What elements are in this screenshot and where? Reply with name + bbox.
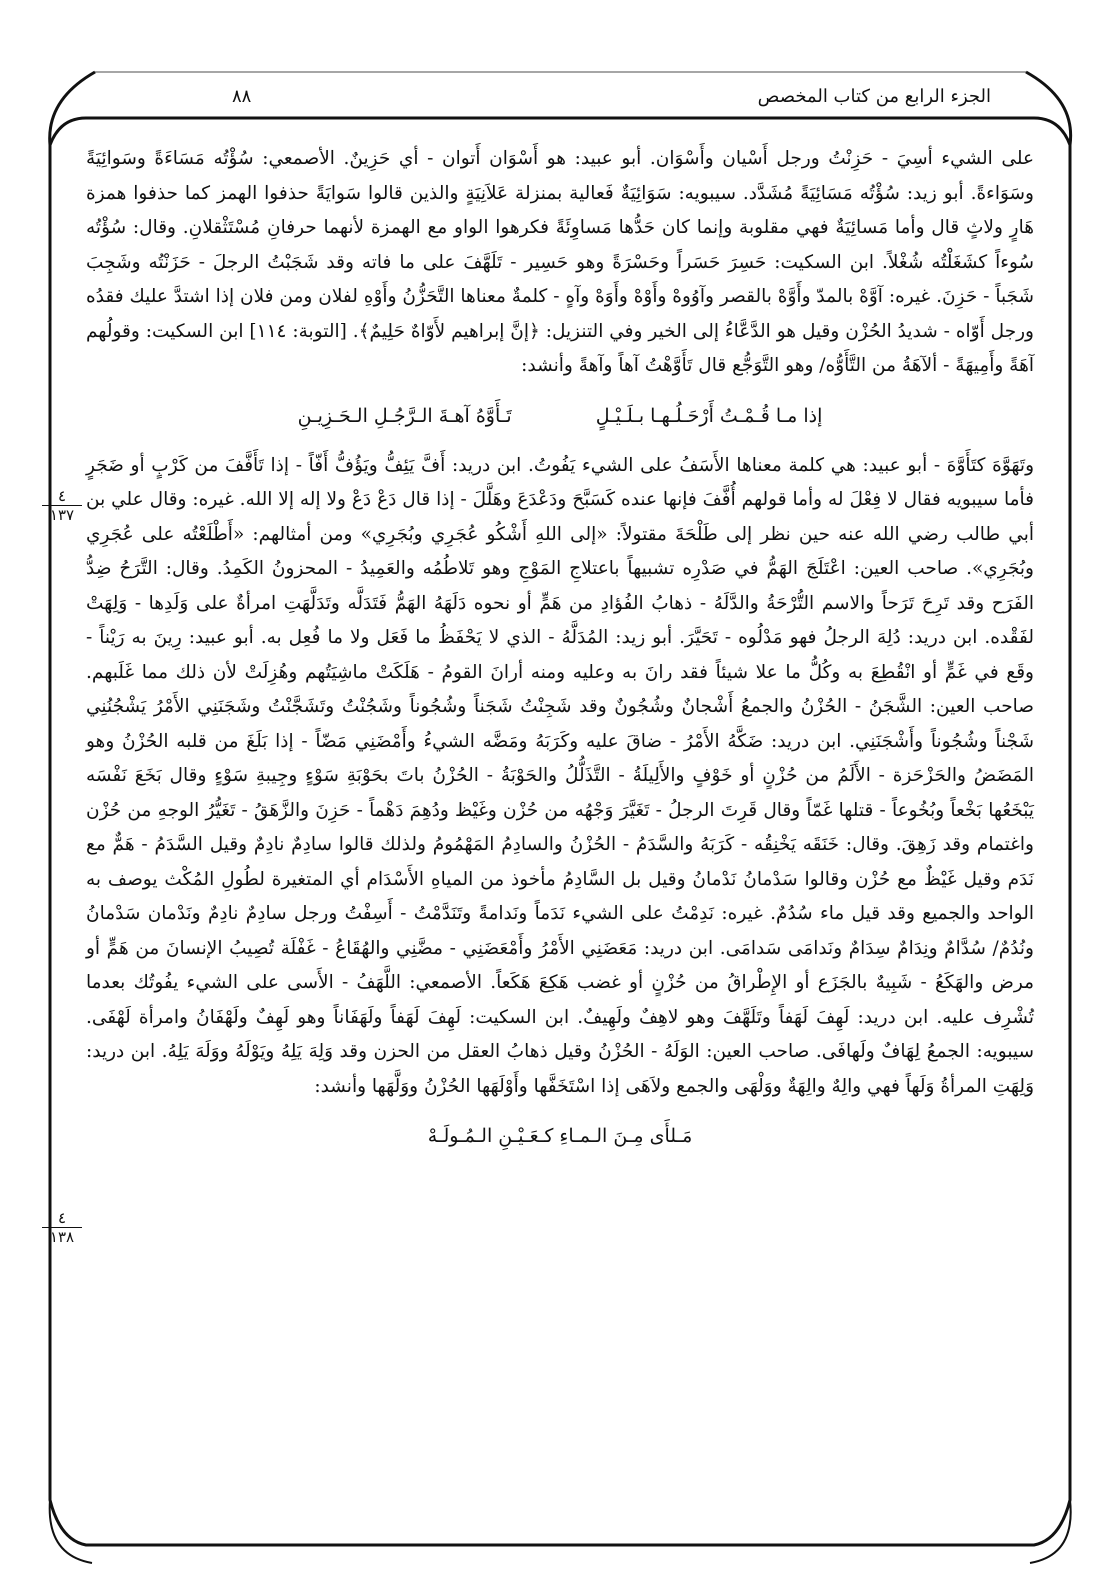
- verse-1-right-hemistich: إذا مـا قُـمْـتُ أَرْحَـلُـهـا بـلَـيْـلٍ: [595, 404, 823, 427]
- margin-marker-numerator: ٤: [42, 1210, 82, 1228]
- page-number: ٨٨: [232, 86, 252, 107]
- margin-marker-numerator: ٤: [42, 488, 82, 506]
- verse-2: مَـلأَى مِـنَ الـمـاءِ كـعَـيْـنِ الـمُـولَـهْ: [427, 1125, 693, 1147]
- running-header-title: الجزء الرابع من كتاب المخصص: [757, 86, 991, 107]
- margin-page-marker: [42, 488, 82, 523]
- margin-marker-denominator: ١٣٧: [49, 506, 75, 524]
- paragraph-2: وتَهَوَّهَ كتَأَوَّهَ - أبو عبيد: هي كلمة معناها الأَسَفُ على الشيء يَفُوتُ. ابن دريد: أَفَّ يَئِفُّ ويَؤُفُّ أَفّاً - إذا تَأَفَّفَ من كَرْبٍ أو ضَجَرٍ فأما سيبويه فقال لا فِعْلَ له وأما قولهم أُفَّفَ فإنها عنده كَسَبَّحَ ودَعْدَعَ وهَلَّلَ - إذا قال دَعْ دَعْ ولا إله إلا الله. غيره: وقال علي بن أبي طالب رضي الله عنه حين نظر إلى طَلْحَةَ مقتولاً: «إلى اللهِ أَشْكُو عُجَرِي وبُجَرِي» ومن أمثالهم: «أَطْلَعْتُه على عُجَرِي وبُجَرِي». صاحب العين: اعْتَلَجَ الهَمُّ في صَدْرِه تشبيهاً باعتلاجِ المَوْجِ وهو تَلاطُمُه والعَمِيدُ - المحزونُ الكَمِدُ. وقال: التَّرَحُ ضِدُّ الفَرَح وقد تَرِحَ تَرَحاً والاسم التُّرْحَةُ والدَّلَهُ - ذهابُ الفُؤادِ من هَمٍّ أو نحوه دَلَهَهُ الهَمُّ فَتَدَلَّه وتَدَلَّهَتِ امرأةٌ على وَلَدِها - وَلِهَتْ لفَقْده. ابن دريد: دُلِهَ الرجلُ فهو مَدْلُوه - تَحَيَّرَ. أبو زيد: المُدَلَّهُ - الذي لا يَحْفَظُ ما فَعَل ولا ما فُعِل به. أبو عبيد: رِينَ به رَيْناً - وقَع في غَمٍّ أو انْقُطِعَ به وكُلُّ ما علا شيئاً فقد رانَ به وعليه ومنه أرانَ القومُ - هَلَكَتْ ماشِيَتُهم وهُزِلَتْ لأن ذلك مما غَلَبهم. صاحب العين: الشَّجَنُ - الحُزْنُ والجمعُ أَشْجانٌ وشُجُونٌ وقد شَجِنْتُ شَجَناً وشُجُوناً وشَجُنْتُ وتَشَجَّنْتُ وشَجَنَنِي الأَمْرُ يَشْجُنُنِي شَجْناً وشُجُوناً وأَشْجَنَنِي. ابن دريد: ضَكَّهُ الأَمْرُ - ضاقَ عليه وكَرَبَهُ ومَضَّه الشيءُ وأَمْضَنِي مَضّاً - إذا بَلَغَ من قلبه الحُزْنُ وهو المَضَضُ والحَزْحَزة - الأَلَمُ من حُزْنٍ أو خَوْفٍ والأَلِيلَةُ - التَّذَلُّلُ والحَوْبَةُ - الحُزْنُ باتَ بحَوْبَةِ سَوْءٍ وجِيبةِ سَوْءٍ وقال بَخَعَ نَفْسَه يَبْخَعُها بَخْعاً وبُخُوعاً - قتلها غَمّاً وقال قَرِتَ الرجلُ - تَغَيَّرَ وَجْهُه من حُزْن وغَيْظ ودُهِمَ دَهْماً - حَزِنَ والزَّهَقُ - تَغَيُّرُ الوجهِ من حُزْن واغتمام وقد زَهِقَ. وقال: خَنَقَه يَخْنِقُه - كَرَبَهُ والسَّدَمُ - الحُزْنُ والسادِمُ المَهْمُومُ ولذلك قالوا سادِمٌ نادِمٌ وقيل السَّدَمُ - هَمٌّ مع نَدَم وقيل غَيْظٌ مع حُزْن وقالوا سَدْمانُ نَدْمانُ وقيل بل السَّادِمُ مأخوذ من المياهِ الأَسْدَام أي المتغيرة لطُولِ المُكْث يوصف به الواحد والجميع وقد قيل ماء سُدُمٌ. غيره: نَدِمْتُ على الشيء نَدَماً ونَدامةً وتَنَدَّمْتُ - أَسِفْتُ ورجل سادِمٌ نادِمٌ ونَدْمان سَدْمانُ ونُدُمٌ/ سُدَّامٌ ونِدَامٌ سِدَامٌ ونَدامَى سَدامَى. ابن دريد: مَعَضَنِي الأَمْرُ وأَمْعَضَنِي - مضَّنِي والهُقَاعُ - غَفْلَة تُصِيبُ الإنسانَ من هَمٍّ أو مرض والهَكَعُ - شَبِيهٌ بالجَزَع أو الإِطْراقُ من حُزْنٍ أو غضب هَكِعَ هَكَعاً. الأصمعي: اللَّهَفُ - الأَسى على الشيء يفُوتُك بعدما تُشْرِف عليه. ابن دريد: لَهِفَ لَهَفاً وتَلَهَّفَ وهو لاهِفٌ ولَهِيفٌ. ابن السكيت: لَهِفَ لَهَفاً ولَهَفَاناً وهو لَهِفٌ ولَهْفَانُ وامرأة لَهْفَى. سيبويه: الجمعُ لِهَافٌ ولَهافَى. صاحب العين: الوَلَهُ - الحُزْنُ وقيل ذهابُ العقل من الحزن وقد وَلِهَ يَلِهُ ويَوْلَهُ ووَلَهَ يَلِهُ. ابن دريد: وَلِهَتِ المرأةُ وَلَهاً فهي والِهٌ والِهَةٌ ووَلْهَى والجمع ولاَهَى إذا اسْتَخَفَّها وأَوْلَهَها الحُزْنُ ووَلَّهَها وأنشد:: [86, 454, 1034, 1097]
- paragraph-1: على الشيء أسِيَ - حَزِنْتُ ورجل أَسْيان وأَسْوَان. أبو عبيد: هو أَسْوَان أَتوان - أي حَزِينٌ. الأصمعي: سُؤْتُه مَسَاءَةً وسَوائِيَةً وسَوَاءةً. أبو زيد: سُؤْتُه مَسَائِيَةً مُشَدَّد. سيبويه: سَوَائِيَةٌ فَعالية بمنزلة عَلاَنِيَةٍ والذين قالوا سَوايَةً حذفوا الهمز كما حذفوا همزة هَارٍ ولاثٍ قال وأما مَسائِيَةٌ فهي مقلوبة وإنما كان حَدُّها مَساوِئَةً فكرهوا الواو مع الهمزة لأنهما حرفانِ مُسْتَثْقلانِ. وقال: سُؤْتُه سُوءاً كشَغَلْتُه شُغْلاً. ابن السكيت: حَسِرَ حَسَراً وحَسْرَةً وهو حَسِير - تَلَهَّفَ على ما فاته وقد شَجَبْتُ الرجلَ - حَزَنْتُه وشَجِبَ شَجَباً - حَزِنَ. غيره: آوَّهْ بالمدّ وأَوَّهْ بالقصر وآوُوهْ وأَوْهْ وأَوَهْ وآهٍ - كلمةٌ معناها التَّحَزُّنُ وأَوْهِ لفلان ومن فلان إذا اشتدَّ عليك فقدُه ورجل أَوّاه - شديدُ الحُزْن وقيل هو الدَّعَّاءُ إلى الخير وفي التنزيل: ﴿إنَّ إبراهيم لأَوّاهٌ حَلِيمٌ﴾. [التوبة: ١١٤] ابن السكيت: وقولُهم آهَةً وأَمِيهَةً - ألآهَةُ من التَّأَوُّه/ وهو التَّوَجُّع قال تَأَوَّهْتُ آهاً وآهةً وأنشد:: [86, 148, 1034, 376]
- margin-page-marker: [42, 1210, 82, 1245]
- main-text-block: [86, 142, 1034, 1169]
- verse-1-left-hemistich: تَـأَوَّهُ آهـةَ الـرَّجُـلِ الـحَـزِيـنِ: [297, 404, 512, 427]
- margin-marker-denominator: ١٣٨: [49, 1228, 75, 1246]
- verse-1: [86, 396, 1034, 436]
